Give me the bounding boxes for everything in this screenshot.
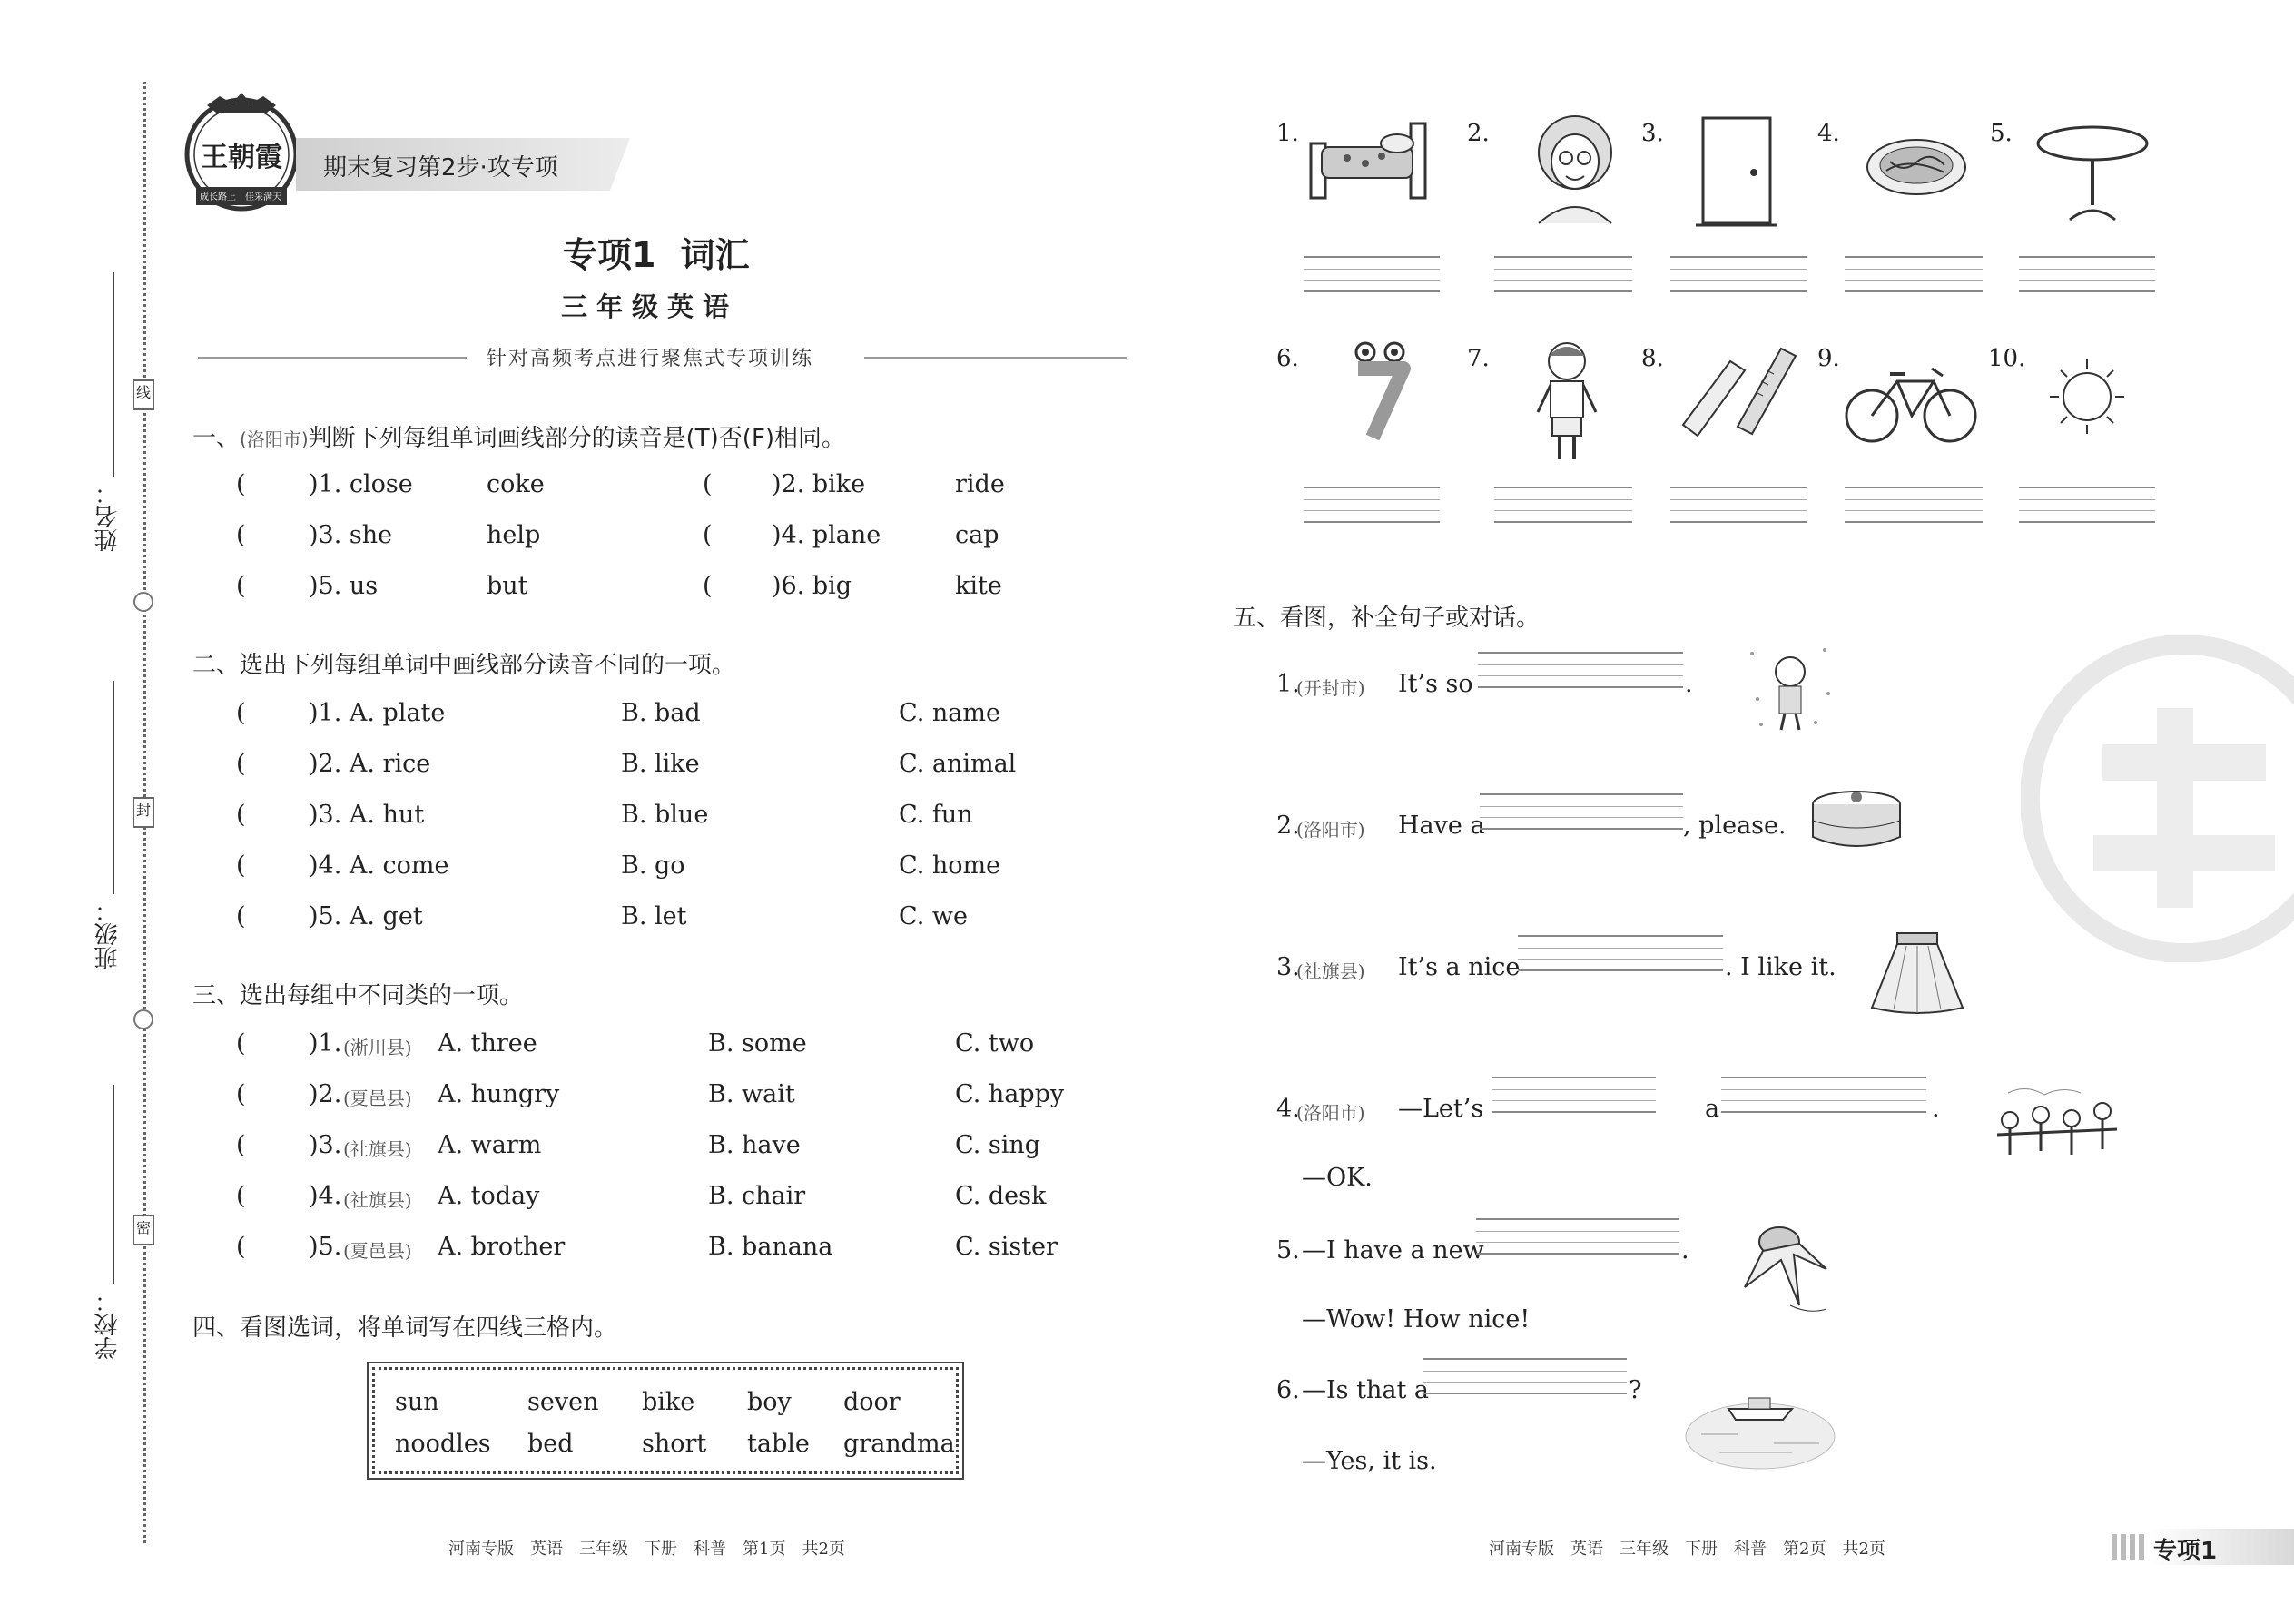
option-a: A. three [438,1029,537,1058]
answer-paren[interactable]: ( [236,801,246,829]
cake-icon [1807,786,1906,862]
logo-sub-left: 成长路上 [200,192,236,202]
writing-lines[interactable] [1670,256,1807,258]
reply-text: —OK. [1302,1164,1373,1192]
option-a: A. warm [438,1131,542,1159]
item-word: but [487,572,528,600]
item-number: 2. [1276,812,1300,840]
option-b: B. chair [708,1182,806,1210]
option-b: B. blue [621,801,709,829]
option-c: C. we [899,902,968,930]
picture-number: 8. [1641,345,1664,372]
option-b: B. banana [708,1233,833,1261]
answer-paren[interactable]: ( [236,1182,246,1210]
option-b: B. go [621,851,685,880]
hot-weather-icon [1739,635,1839,739]
seven-icon [1340,336,1422,448]
bike-icon [1843,359,1979,450]
picture-number: 6. [1276,345,1299,372]
name-field[interactable] [113,272,114,477]
section-tab-label: 专项1 [2153,1538,2218,1565]
word-bank-item: seven [527,1388,599,1416]
answer-paren[interactable]: ( [236,1233,246,1261]
answer-paren[interactable]: ( [236,572,246,600]
item-number: )4. plane [772,521,881,549]
item-word: help [487,521,541,549]
section2-heading: 二、选出下列每组单词中画线部分读音不同的一项。 [192,652,736,679]
item-word: kite [955,572,1002,600]
word-bank-item: short [642,1430,707,1458]
school-label: 学校： [94,1289,122,1360]
sentence-before: —Is that a [1302,1376,1429,1404]
kids-playing-icon [1990,1084,2126,1175]
option-b: B. some [708,1029,807,1058]
binder-strip [0,0,182,1624]
word-bank-item: table [747,1430,810,1458]
skirt-icon [1865,928,1970,1022]
class-field[interactable] [113,681,114,894]
footer-right: 河南专版 英语 三年级 下册 科普 第2页 共2页 [1489,1540,1885,1559]
option-c: C. sing [955,1131,1041,1159]
class-label: 班级： [94,899,122,969]
sentence-before: —Let’s [1398,1095,1484,1123]
item-place: (开封市) [1296,677,1365,699]
answer-paren[interactable]: ( [236,1131,246,1159]
item-word: coke [487,470,545,498]
tagline: 针对高频考点进行聚焦式专项训练 [487,348,814,370]
answer-lines[interactable] [1480,793,1683,795]
option-b: B. bad [621,699,701,727]
option-a: )2. A. rice [309,750,431,778]
kite-icon [1736,1215,1845,1327]
item-number: )2. [309,1080,342,1108]
sentence-after: . I like it. [1725,953,1836,981]
answer-lines[interactable] [1721,1077,1926,1078]
answer-paren[interactable]: ( [236,1029,246,1058]
word-bank-item: door [843,1388,901,1416]
item-number: )6. big [772,572,852,600]
footer-left: 河南专版 英语 三年级 下册 科普 第1页 共2页 [448,1540,845,1559]
sentence-before: —I have a new [1302,1236,1484,1265]
option-b: B. let [621,902,687,930]
option-a: )3. A. hut [309,801,425,829]
writing-lines[interactable] [1304,487,1440,488]
page-title: 专项1 词汇 [563,235,750,275]
answer-lines[interactable] [1476,1218,1679,1220]
item-word: cap [955,521,999,549]
picture-number: 10. [1988,345,2026,372]
item-number: 1. [1276,670,1300,698]
sentence-after: . [1685,670,1693,698]
writing-lines[interactable] [1670,487,1807,488]
option-b: B. like [621,750,700,778]
word-bank [372,1367,959,1474]
picture-number: 2. [1467,120,1490,147]
option-a: )1. A. plate [309,699,446,727]
option-a: )4. A. come [309,851,449,880]
item-place: (洛阳市) [1296,819,1365,841]
writing-lines[interactable] [2019,256,2155,258]
picture-number: 1. [1276,120,1299,147]
answer-paren[interactable]: ( [236,1080,246,1108]
item-place: (夏邑县) [343,1240,412,1262]
item-number: )3. she [309,521,393,549]
answer-lines[interactable] [1423,1358,1627,1360]
section1-heading [192,419,845,453]
item-word: ride [955,470,1005,498]
ruler-icon [1676,343,1803,447]
section4-heading: 四、看图选词，将单词写在四线三格内。 [192,1314,618,1342]
answer-paren[interactable]: ( [236,750,246,778]
option-c: C. name [899,699,1000,727]
bed-icon [1302,107,1438,211]
item-place: (社旗县) [343,1189,412,1211]
answer-paren[interactable]: ( [236,902,246,930]
item-number: )1. [309,1029,342,1058]
option-c: C. happy [955,1080,1065,1108]
sentence-mid: a [1705,1095,1720,1123]
binder-circle [133,1009,153,1029]
sentence-after: . [1932,1095,1940,1123]
binder-mark-line: 线 [133,379,154,410]
word-bank-item: noodles [395,1430,491,1458]
answer-lines[interactable] [1492,1077,1656,1078]
option-b: B. wait [708,1080,795,1108]
writing-lines[interactable] [2019,487,2155,488]
sentence-after: . [1681,1236,1689,1265]
answer-paren[interactable]: ( [236,851,246,880]
boy-icon [1529,340,1605,470]
logo-sub-right: 佳采满天 [245,192,281,202]
answer-paren[interactable]: ( [236,470,246,498]
writing-lines[interactable] [1494,256,1632,258]
word-bank-item: sun [395,1388,439,1416]
item-number: )5. us [309,572,379,600]
item-number: 4. [1276,1095,1300,1123]
item-number: )1. close [309,470,413,498]
banner-text: 期末复习第2步·攻专项 [323,154,558,182]
writing-lines[interactable] [1304,256,1440,258]
table-icon [2033,118,2151,231]
logo-text: 王朝霞 [201,142,282,173]
section1-instruction: 判断下列每组单词画线部分的读音是(T)否(F)相同。 [308,425,846,452]
word-bank-item: boy [747,1388,792,1416]
noodles-icon [1863,134,1970,211]
brand-logo [180,93,303,216]
grandma-icon [1525,107,1625,229]
sentence-before: It’s a nice [1398,953,1521,981]
item-place: (洛阳市) [1296,1102,1365,1124]
option-c: C. two [955,1029,1035,1058]
item-number: )2. bike [772,470,866,498]
option-c: C. home [899,851,1001,880]
page-subtitle: 三年级英语 [561,291,739,322]
option-a: A. hungry [438,1080,560,1108]
sentence-after: , please. [1683,812,1787,840]
tagline-rule-left [198,357,467,359]
word-bank-item: grandma [843,1430,955,1458]
option-a: )5. A. get [309,902,423,930]
reply-text: —Yes, it is. [1302,1447,1437,1475]
tab-pattern [2112,1534,2148,1560]
item-number: )4. [309,1182,342,1210]
name-label: 姓名： [94,481,122,552]
answer-lines[interactable] [1478,652,1683,654]
binder-circle [133,592,153,612]
item-number: 6. [1276,1376,1300,1404]
answer-paren[interactable]: ( [236,699,246,727]
item-number: )3. [309,1131,342,1159]
option-c: C. sister [955,1233,1058,1261]
word-bank-item: bike [642,1388,695,1416]
section1-place: (洛阳市) [240,428,309,450]
door-icon [1696,114,1777,232]
reply-text: —Wow! How nice! [1302,1305,1531,1334]
answer-paren[interactable]: ( [703,572,713,600]
item-place: (淅川县) [343,1037,412,1058]
section1-number: 一、 [192,425,241,452]
option-c: C. desk [955,1182,1047,1210]
writing-lines[interactable] [1845,487,1983,488]
picture-number: 9. [1817,345,1840,372]
sentence-before: Have a [1398,812,1485,840]
word-bank-item: bed [527,1430,574,1458]
option-c: C. animal [899,750,1017,778]
item-number: 5. [1276,1236,1300,1265]
sentence-before: It’s so [1398,670,1473,698]
picture-number: 4. [1817,120,1840,147]
sentence-after: ? [1629,1376,1642,1404]
tagline-rule-right [864,357,1127,359]
picture-number: 7. [1467,345,1490,372]
answer-paren[interactable]: ( [703,470,713,498]
item-number: 3. [1276,953,1300,981]
binder-mark-seal: 封 [133,797,154,828]
option-b: B. have [708,1131,801,1159]
item-place: (夏邑县) [343,1088,412,1109]
sun-icon [2046,356,2128,441]
answer-lines[interactable] [1518,935,1723,937]
school-field[interactable] [113,1085,114,1284]
writing-lines[interactable] [1845,256,1983,258]
binder-mark-secret: 密 [133,1215,154,1245]
option-a: A. brother [438,1233,566,1261]
writing-lines[interactable] [1494,487,1632,488]
picture-number: 3. [1641,120,1664,147]
item-number: )5. [309,1233,342,1261]
picture-number: 5. [1990,120,2013,147]
answer-paren[interactable]: ( [703,521,713,549]
option-a: A. today [438,1182,540,1210]
section3-heading: 三、选出每组中不同类的一项。 [192,982,524,1009]
option-c: C. fun [899,801,973,829]
watermark-seal [2021,635,2294,962]
answer-paren[interactable]: ( [236,521,246,549]
item-place: (社旗县) [343,1138,412,1160]
boat-icon [1683,1373,1837,1476]
section5-heading: 五、看图，补全句子或对话。 [1233,605,1541,632]
item-place: (社旗县) [1296,960,1365,982]
